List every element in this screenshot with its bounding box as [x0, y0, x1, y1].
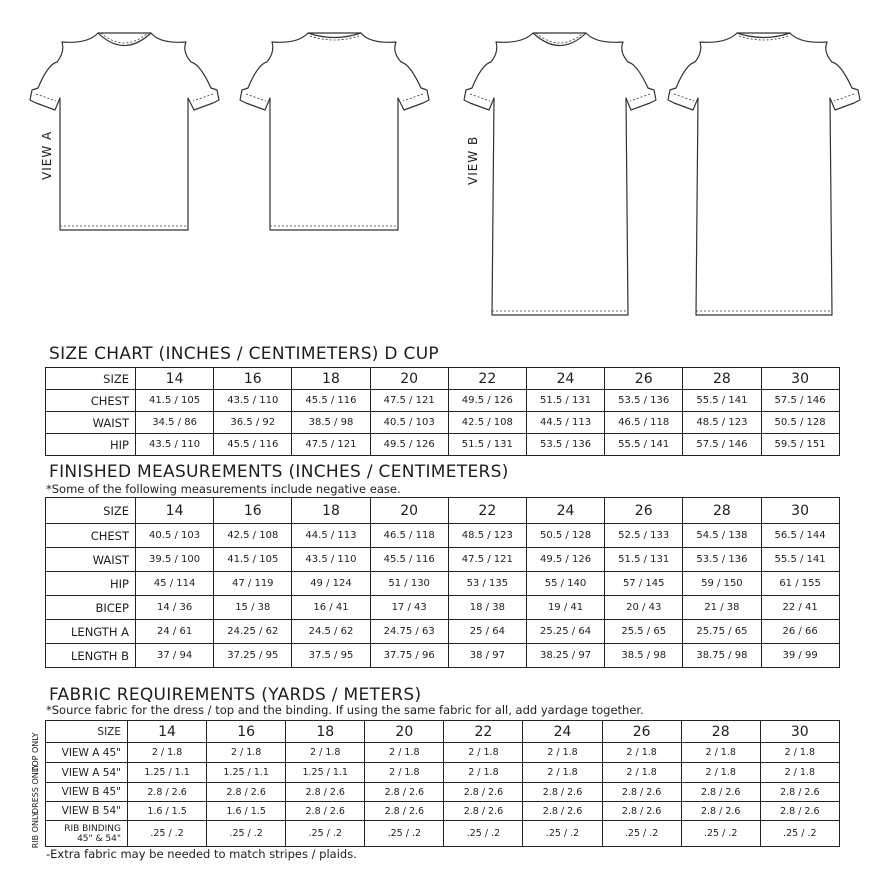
value-cell: 25.75 / 65	[683, 620, 761, 644]
value-cell: 39.5 / 100	[136, 548, 214, 572]
value-cell: 22 / 41	[761, 596, 839, 620]
value-cell: 2 / 1.8	[602, 743, 681, 763]
value-cell: .25 / .2	[681, 821, 760, 847]
value-cell: 21 / 38	[683, 596, 761, 620]
value-cell: 55.5 / 141	[761, 548, 839, 572]
row-label	[46, 821, 128, 847]
table-row	[46, 783, 840, 802]
value-cell: 44.5 / 113	[526, 412, 604, 434]
value-cell: 47 / 119	[214, 572, 292, 596]
value-cell: 16 / 41	[292, 596, 370, 620]
value-cell: 34.5 / 86	[136, 412, 214, 434]
size-header-row	[46, 368, 840, 390]
size-cell: 24	[523, 721, 602, 743]
value-cell: 55.5 / 141	[605, 434, 683, 456]
value-cell: 38.75 / 98	[683, 644, 761, 668]
rib-binding-width-label: 45" & 54"	[77, 833, 121, 844]
value-cell: 56.5 / 144	[761, 524, 839, 548]
size-cell: 30	[761, 498, 839, 524]
value-cell: 38.5 / 98	[605, 644, 683, 668]
value-cell: 2.8 / 2.6	[128, 783, 207, 802]
size-label: SIZE	[46, 368, 136, 390]
row-label: LENGTH A	[46, 620, 136, 644]
negative-ease-note: *Some of the following measurements include negative ease.	[46, 482, 401, 496]
value-cell: 47.5 / 121	[292, 434, 370, 456]
view-a-front-tee	[30, 33, 219, 230]
value-cell: 46.5 / 118	[370, 524, 448, 548]
value-cell: 1.25 / 1.1	[128, 763, 207, 783]
value-cell: 48.5 / 123	[448, 524, 526, 548]
value-cell: 2.8 / 2.6	[523, 783, 602, 802]
size-cell: 24	[526, 368, 604, 390]
value-cell: 48.5 / 123	[683, 412, 761, 434]
value-cell: 61 / 155	[761, 572, 839, 596]
value-cell: 42.5 / 108	[214, 524, 292, 548]
value-cell: 59.5 / 151	[761, 434, 839, 456]
value-cell: 24.75 / 63	[370, 620, 448, 644]
value-cell: 18 / 38	[448, 596, 526, 620]
value-cell: 53.5 / 136	[605, 390, 683, 412]
value-cell: 38.5 / 98	[292, 412, 370, 434]
value-cell: 54.5 / 138	[683, 524, 761, 548]
value-cell: 50.5 / 128	[526, 524, 604, 548]
table-row	[46, 434, 840, 456]
value-cell: .25 / .2	[207, 821, 286, 847]
view-a-back-tee	[240, 33, 429, 230]
value-cell: 46.5 / 118	[605, 412, 683, 434]
value-cell: 55 / 140	[526, 572, 604, 596]
value-cell: 14 / 36	[136, 596, 214, 620]
row-label: CHEST	[46, 524, 136, 548]
size-cell: 28	[683, 498, 761, 524]
value-cell: 40.5 / 103	[136, 524, 214, 548]
value-cell: 2 / 1.8	[444, 743, 523, 763]
value-cell: 42.5 / 108	[448, 412, 526, 434]
size-cell: 14	[128, 721, 207, 743]
value-cell: 59 / 150	[683, 572, 761, 596]
value-cell: 49.5 / 126	[526, 548, 604, 572]
value-cell: 25 / 64	[448, 620, 526, 644]
value-cell: 37.75 / 96	[370, 644, 448, 668]
value-cell: .25 / .2	[523, 821, 602, 847]
value-cell: 2 / 1.8	[523, 743, 602, 763]
value-cell: 49.5 / 126	[448, 390, 526, 412]
value-cell: 43.5 / 110	[292, 548, 370, 572]
value-cell: 44.5 / 113	[292, 524, 370, 548]
rib-binding-label: RIB BINDING	[64, 823, 121, 834]
value-cell: 37.25 / 95	[214, 644, 292, 668]
garment-illustrations	[0, 0, 878, 340]
value-cell: 51.5 / 131	[605, 548, 683, 572]
value-cell: 2.8 / 2.6	[760, 802, 839, 821]
size-cell: 20	[370, 498, 448, 524]
fabric-source-note: *Source fabric for the dress / top and the binding. If using the same fabric for all, add yardage together.	[46, 703, 644, 717]
finished-measurements-title: FINISHED MEASUREMENTS (INCHES / CENTIMETERS)	[49, 462, 509, 482]
table-row	[46, 644, 840, 668]
value-cell: 2 / 1.8	[365, 763, 444, 783]
value-cell: 41.5 / 105	[214, 548, 292, 572]
value-cell: 51 / 130	[370, 572, 448, 596]
value-cell: 2.8 / 2.6	[365, 802, 444, 821]
row-label: HIP	[46, 434, 136, 456]
row-label: WAIST	[46, 412, 136, 434]
value-cell: 24.25 / 62	[214, 620, 292, 644]
value-cell: 36.5 / 92	[214, 412, 292, 434]
value-cell: .25 / .2	[286, 821, 365, 847]
table-row	[46, 412, 840, 434]
value-cell: 2 / 1.8	[760, 743, 839, 763]
size-cell: 30	[761, 368, 839, 390]
value-cell: 2 / 1.8	[523, 763, 602, 783]
row-label: HIP	[46, 572, 136, 596]
row-label: BICEP	[46, 596, 136, 620]
value-cell: 38 / 97	[448, 644, 526, 668]
value-cell: 52.5 / 133	[605, 524, 683, 548]
size-cell: 14	[136, 498, 214, 524]
view-a-label: VIEW A	[40, 130, 54, 180]
row-label: VIEW A 45"	[46, 743, 128, 763]
value-cell: 37 / 94	[136, 644, 214, 668]
size-cell: 22	[448, 498, 526, 524]
size-cell: 14	[136, 368, 214, 390]
value-cell: 47.5 / 121	[448, 548, 526, 572]
value-cell: .25 / .2	[444, 821, 523, 847]
size-cell: 24	[526, 498, 604, 524]
table-row	[46, 596, 840, 620]
row-label: LENGTH B	[46, 644, 136, 668]
dress-only-group-label: DRESS ONLY	[31, 763, 40, 814]
value-cell: 45 / 114	[136, 572, 214, 596]
value-cell: 50.5 / 128	[761, 412, 839, 434]
size-header-row	[46, 498, 840, 524]
value-cell: 2.8 / 2.6	[444, 802, 523, 821]
value-cell: 43.5 / 110	[136, 434, 214, 456]
rib-only-group-label: RIB ONLY	[31, 811, 40, 849]
stripes-footnote: -Extra fabric may be needed to match stripes / plaids.	[46, 847, 357, 861]
value-cell: 2 / 1.8	[444, 763, 523, 783]
size-cell: 26	[605, 498, 683, 524]
view-b-label: VIEW B	[466, 135, 480, 185]
size-chart-table	[45, 367, 840, 456]
value-cell: 45.5 / 116	[370, 548, 448, 572]
row-label: CHEST	[46, 390, 136, 412]
value-cell: 2 / 1.8	[207, 743, 286, 763]
value-cell: 25.5 / 65	[605, 620, 683, 644]
value-cell: 1.25 / 1.1	[207, 763, 286, 783]
size-header-row	[46, 721, 840, 743]
value-cell: 57.5 / 146	[761, 390, 839, 412]
value-cell: 49 / 124	[292, 572, 370, 596]
size-cell: 28	[681, 721, 760, 743]
size-cell: 26	[605, 368, 683, 390]
size-cell: 28	[683, 368, 761, 390]
fabric-requirements-title: FABRIC REQUIREMENTS (YARDS / METERS)	[49, 685, 422, 705]
value-cell: .25 / .2	[128, 821, 207, 847]
value-cell: 45.5 / 116	[214, 434, 292, 456]
value-cell: 41.5 / 105	[136, 390, 214, 412]
value-cell: 20 / 43	[605, 596, 683, 620]
size-cell: 22	[444, 721, 523, 743]
fabric-requirements-table	[45, 720, 840, 847]
size-cell: 16	[214, 498, 292, 524]
size-cell: 26	[602, 721, 681, 743]
value-cell: 51.5 / 131	[526, 390, 604, 412]
value-cell: 55.5 / 141	[683, 390, 761, 412]
value-cell: 2.8 / 2.6	[286, 783, 365, 802]
value-cell: 2 / 1.8	[128, 743, 207, 763]
value-cell: 2.8 / 2.6	[602, 783, 681, 802]
row-label: VIEW B 45"	[46, 783, 128, 802]
size-cell: 16	[214, 368, 292, 390]
value-cell: 24 / 61	[136, 620, 214, 644]
value-cell: .25 / .2	[602, 821, 681, 847]
table-row	[46, 524, 840, 548]
value-cell: 2.8 / 2.6	[444, 783, 523, 802]
row-label: WAIST	[46, 548, 136, 572]
value-cell: 53 / 135	[448, 572, 526, 596]
value-cell: 37.5 / 95	[292, 644, 370, 668]
size-chart-title: SIZE CHART (INCHES / CENTIMETERS) D CUP	[49, 344, 439, 364]
value-cell: 45.5 / 116	[292, 390, 370, 412]
value-cell: 53.5 / 136	[683, 548, 761, 572]
row-label: VIEW B 54"	[46, 802, 128, 821]
value-cell: 57.5 / 146	[683, 434, 761, 456]
size-cell: 22	[448, 368, 526, 390]
value-cell: 2 / 1.8	[286, 743, 365, 763]
table-row	[46, 821, 840, 847]
view-b-front-dress	[464, 33, 656, 315]
table-row	[46, 620, 840, 644]
value-cell: 2 / 1.8	[602, 763, 681, 783]
value-cell: 1.6 / 1.5	[207, 802, 286, 821]
value-cell: 2 / 1.8	[365, 743, 444, 763]
value-cell: 2.8 / 2.6	[523, 802, 602, 821]
size-cell: 18	[292, 368, 370, 390]
value-cell: 24.5 / 62	[292, 620, 370, 644]
value-cell: 43.5 / 110	[214, 390, 292, 412]
table-row	[46, 763, 840, 783]
table-row	[46, 743, 840, 763]
size-label: SIZE	[46, 721, 128, 743]
value-cell: 51.5 / 131	[448, 434, 526, 456]
value-cell: 47.5 / 121	[370, 390, 448, 412]
value-cell: 15 / 38	[214, 596, 292, 620]
value-cell: 49.5 / 126	[370, 434, 448, 456]
table-row	[46, 390, 840, 412]
value-cell: 2.8 / 2.6	[760, 783, 839, 802]
size-cell: 18	[286, 721, 365, 743]
value-cell: 2.8 / 2.6	[681, 783, 760, 802]
size-cell: 20	[365, 721, 444, 743]
value-cell: 1.25 / 1.1	[286, 763, 365, 783]
value-cell: 2.8 / 2.6	[207, 783, 286, 802]
row-label: VIEW A 54"	[46, 763, 128, 783]
value-cell: 38.25 / 97	[526, 644, 604, 668]
value-cell: 19 / 41	[526, 596, 604, 620]
value-cell: 26 / 66	[761, 620, 839, 644]
value-cell: 53.5 / 136	[526, 434, 604, 456]
size-label: SIZE	[46, 498, 136, 524]
value-cell: 40.5 / 103	[370, 412, 448, 434]
table-row	[46, 548, 840, 572]
value-cell: 57 / 145	[605, 572, 683, 596]
value-cell: 2.8 / 2.6	[365, 783, 444, 802]
size-cell: 20	[370, 368, 448, 390]
value-cell: 17 / 43	[370, 596, 448, 620]
value-cell: 2 / 1.8	[681, 763, 760, 783]
table-row	[46, 572, 840, 596]
view-b-back-dress	[668, 33, 860, 315]
size-cell: 18	[292, 498, 370, 524]
value-cell: 2.8 / 2.6	[681, 802, 760, 821]
finished-measurements-table	[45, 497, 840, 668]
top-only-group-label: TOP ONLY	[31, 732, 40, 772]
value-cell: 2.8 / 2.6	[602, 802, 681, 821]
value-cell: 2 / 1.8	[760, 763, 839, 783]
value-cell: .25 / .2	[365, 821, 444, 847]
value-cell: 2.8 / 2.6	[286, 802, 365, 821]
value-cell: 2 / 1.8	[681, 743, 760, 763]
value-cell: 39 / 99	[761, 644, 839, 668]
size-cell: 30	[760, 721, 839, 743]
value-cell: 25.25 / 64	[526, 620, 604, 644]
size-cell: 16	[207, 721, 286, 743]
table-row	[46, 802, 840, 821]
value-cell: .25 / .2	[760, 821, 839, 847]
value-cell: 1.6 / 1.5	[128, 802, 207, 821]
